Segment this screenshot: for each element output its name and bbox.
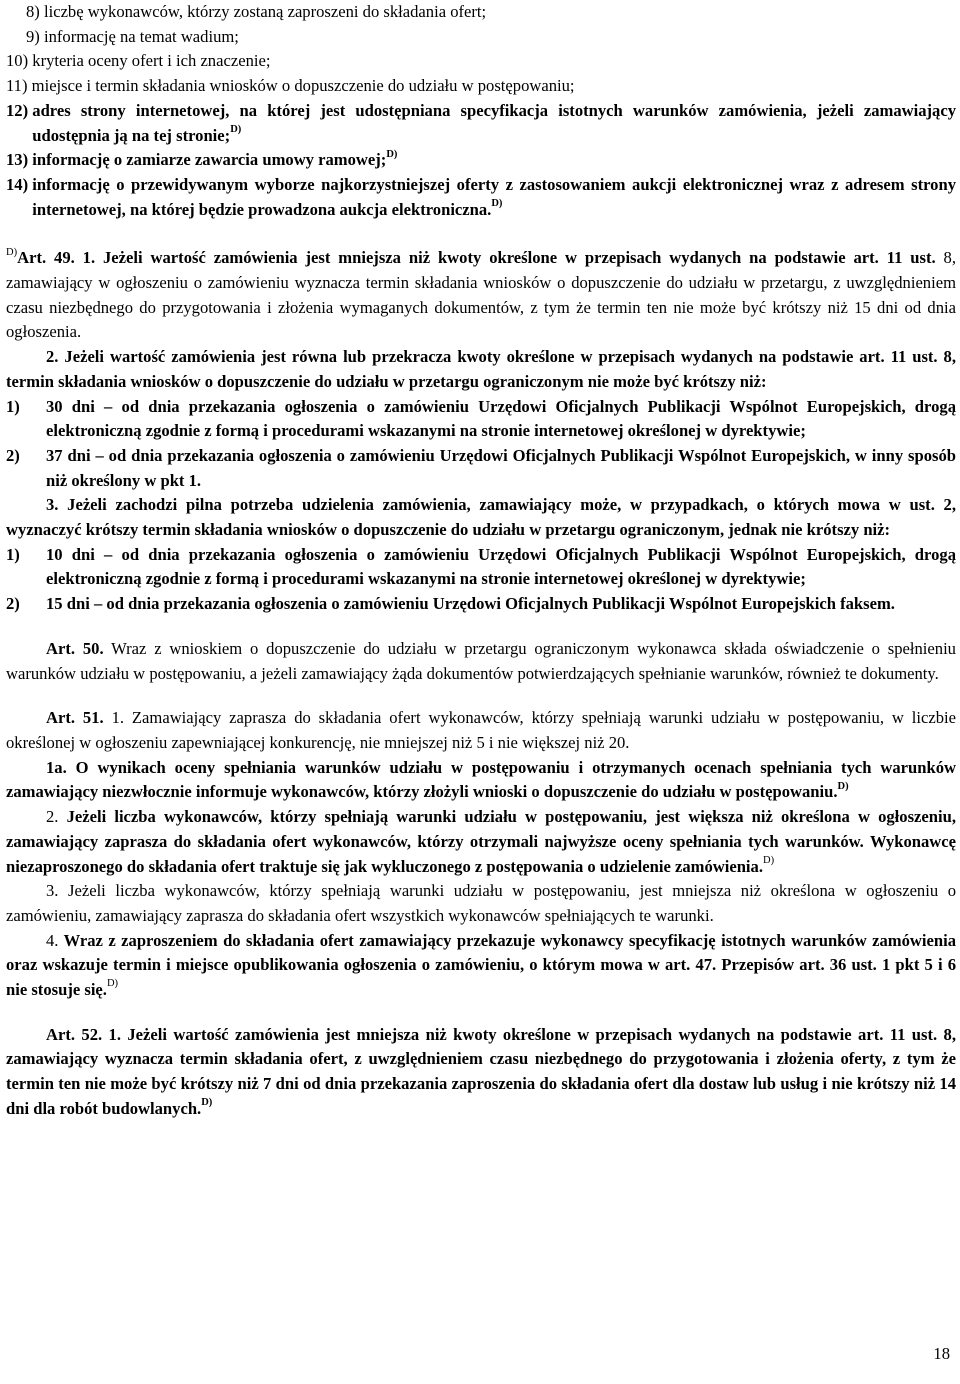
item-number: 8) [26,2,40,21]
item-number: 1) [6,396,20,416]
item-number: 13) [6,150,29,170]
footnote-marker: D) [763,854,775,866]
list-item [6,148,956,173]
spacer [6,686,956,706]
footnote-marker: D) [491,198,503,210]
art51-para2-number: 2. [46,807,59,827]
list-item [6,592,956,617]
list-item [6,395,956,444]
list-item [6,74,956,99]
footnote-marker: D) [6,246,18,258]
spacer [6,222,956,246]
list-item [6,99,956,148]
item-number: 2) [6,445,20,465]
list-item [6,0,956,25]
art51-para1 [6,706,956,755]
art51-para2-text: Jeżeli liczba wykonawców, którzy spełniają warunki udziału w postępowaniu, jest większa niż określona w ogłoszeniu, zamawiający zaprasza do składania ofert wykonawców, którzy otrzymali najwyższe oceny spełniania tych warunków. Wykonawcę niezaproszonego do składania ofert traktuje się jak wykluczonego z postępowania o udzielenie zamówienia. [6,807,956,876]
item-text [32,173,956,222]
list-item [6,49,956,74]
footnote-marker: D) [201,1097,213,1109]
item-text: 30 dni – od dnia przekazania ogłoszenia o zamówieniu Urzędowi Oficjalnych Publikacji Wspólnot Europejskich, drogą elektroniczną zgodnie z formą i procedurami wskazanymi na stronie internetowej określonej w dyrektywie; [46,396,956,441]
art49-para2: 2. Jeżeli wartość zamówienia jest równa lub przekracza kwoty określone w przepisach wydanych na podstawie art. 11 ust. 8, termin składania wniosków o dopuszczenie do udziału w przetargu ograniczonym nie może być krótszy niż: [6,347,956,391]
spacer [6,617,956,637]
article-49 [6,246,956,617]
art51-para2 [6,805,956,879]
art51-para4-text: Wraz z zaproszeniem do składania ofert zamawiający przekazuje wykonawcy specyfikację istotnych warunków zamówienia oraz wskazuje termin i miejsce opublikowania ogłoszenia o zamówieniu, o którym mowa w art. 47. Przepisów art. 36 ust. 1 pkt 5 i 6 nie stosuje się. [6,930,956,1000]
item-text: kryteria oceny ofert i ich znaczenie; [32,51,271,71]
item-number: 2) [6,594,20,614]
article-52 [6,1023,956,1122]
page-number: 18 [933,1344,950,1363]
item-text: informację na temat wadium; [43,26,239,46]
item-number: 9) [26,26,40,46]
art52-label: Art. 52. 1. [46,1024,121,1044]
art50-text: Wraz z wnioskiem o dopuszczenie do udziału w przetargu ograniczonym wykonawca składa oświadczenie o spełnieniu warunków udziału w postępowaniu, a jeżeli zamawiający żąda dokumentów potwierdzających spełnianie warunków, również te dokumenty. [6,638,956,683]
item-number: 1) [6,544,20,564]
art51-para4-number: 4. [46,930,59,950]
item-text: 37 dni – od dnia przekazania ogłoszenia o zamówieniu Urzędowi Oficjalnych Publikacji Wspólnot Europejskich, w inny sposób niż określony w pkt 1. [46,445,956,490]
item-text: 10 dni – od dnia przekazania ogłoszenia o zamówieniu Urzędowi Oficjalnych Publikacji Wspólnot Europejskich, drogą elektroniczną zgodnie z formą i procedurami wskazanymi na stronie internetowej określonej w dyrektywie; [46,544,956,589]
art49-heading: Art. 49. 1. Jeżeli wartość zamówienia jest mniejsza niż kwoty określone w przepisach wydanych na podstawie art. 11 ust. [17,248,936,268]
item-text-body: adres strony internetowej, na której jest udostępniana specyfikacja istotnych warunków zamówienia, jeżeli zamawiający udostępnia ją na tej stronie; [32,100,956,145]
art51-para1a-text: 1a. O wynikach oceny spełniania warunków udziału w postępowaniu i otrzymanych ocenach spełniania tych warunków zamawiający niezwłocznie informuje wykonawców, którzy złożyli wnioski o dopuszczenie do udziału w postępowaniu. [6,757,956,802]
list-item [6,444,956,493]
art51-para4 [6,929,956,1003]
item-number: 10) [6,51,29,71]
art52-text: Jeżeli wartość zamówienia jest mniejsza niż kwoty określone w przepisach wydanych na podstawie art. 11 ust. 8, zamawiający wyznacza termin składania ofert, z uwzględnieniem czasu niezbędnego do przygotowania i złożenia oferty, z tym że termin ten nie może być krótszy niż 7 dni od dnia przekazania zaproszenia do składania ofert dla dostaw lub usług i nie krótszy niż 14 dni dla robót budowlanych. [6,1024,956,1118]
art51-para3: 3. Jeżeli liczba wykonawców, którzy spełniają warunki udziału w postępowaniu, jest mniejsza niż określona w ogłoszeniu o zamówieniu, zamawiający zaprasza do składania ofert wszystkich wykonawców spełniających te warunki. [6,881,956,925]
item-text-body: informację o przewidywanym wyborze najkorzystniejszej oferty z zastosowaniem aukcji elektronicznej wraz z adresem strony internetowej, na której będzie prowadzona aukcja elektroniczna. [32,174,956,219]
art49-para1 [6,246,956,345]
item-text [32,99,956,148]
art51-para1-text: 1. Zamawiający zaprasza do składania ofert wykonawców, którzy spełniają warunki udziału w postępowaniu, w liczbie określonej w ogłoszeniu zapewniającej konkurencję, nie mniejszej niż 5 i nie większej niż 20. [6,708,956,752]
item-number: 11) [6,76,28,96]
list-item [6,173,956,222]
list-item [6,25,956,50]
footnote-marker: D) [837,780,849,792]
list-item [6,543,956,592]
item-number: 12) [6,100,29,120]
announcement-contents-list [6,0,956,222]
article-51 [6,706,956,1002]
art50-label: Art. 50. [46,638,104,658]
footnote-marker: D) [386,148,398,160]
item-text-body: informację o zamiarze zawarcia umowy ramowej; [32,150,387,170]
item-number: 14) [6,174,29,194]
art49-para1-text: 8, zamawiający w ogłoszeniu o zamówieniu wyznacza termin składania wniosków o dopuszczenie do udziału w przetargu, z uwzględnieniem czasu niezbędnego do przygotowania i złożenia wymaganych dokumentów, z tym że termin ten nie może być krótszy niż 15 dni od dnia ogłoszenia. [6,248,956,342]
item-text: 15 dni – od dnia przekazania ogłoszenia o zamówieniu Urzędowi Oficjalnych Publikacji Wspólnot Europejskich faksem. [46,594,895,614]
article-50 [6,637,956,686]
item-text: liczbę wykonawców, którzy zostaną zaproszeni do składania ofert; [43,2,487,21]
art49-para3: 3. Jeżeli zachodzi pilna potrzeba udzielenia zamówienia, zamawiający może, w przypadkach, o których mowa w ust. 2, wyznaczyć krótszy termin składania wniosków o dopuszczenie do udziału w przetargu ograniczonym, jednak nie krótszy niż: [6,495,956,540]
footnote-marker: D) [106,978,119,990]
art51-label: Art. 51. [46,708,104,728]
footnote-marker: D) [230,123,242,135]
spacer [6,1003,956,1023]
item-text: miejsce i termin składania wniosków o dopuszczenie do udziału w postępowaniu; [31,76,575,96]
art51-para1a [6,756,956,805]
item-text [32,148,956,173]
